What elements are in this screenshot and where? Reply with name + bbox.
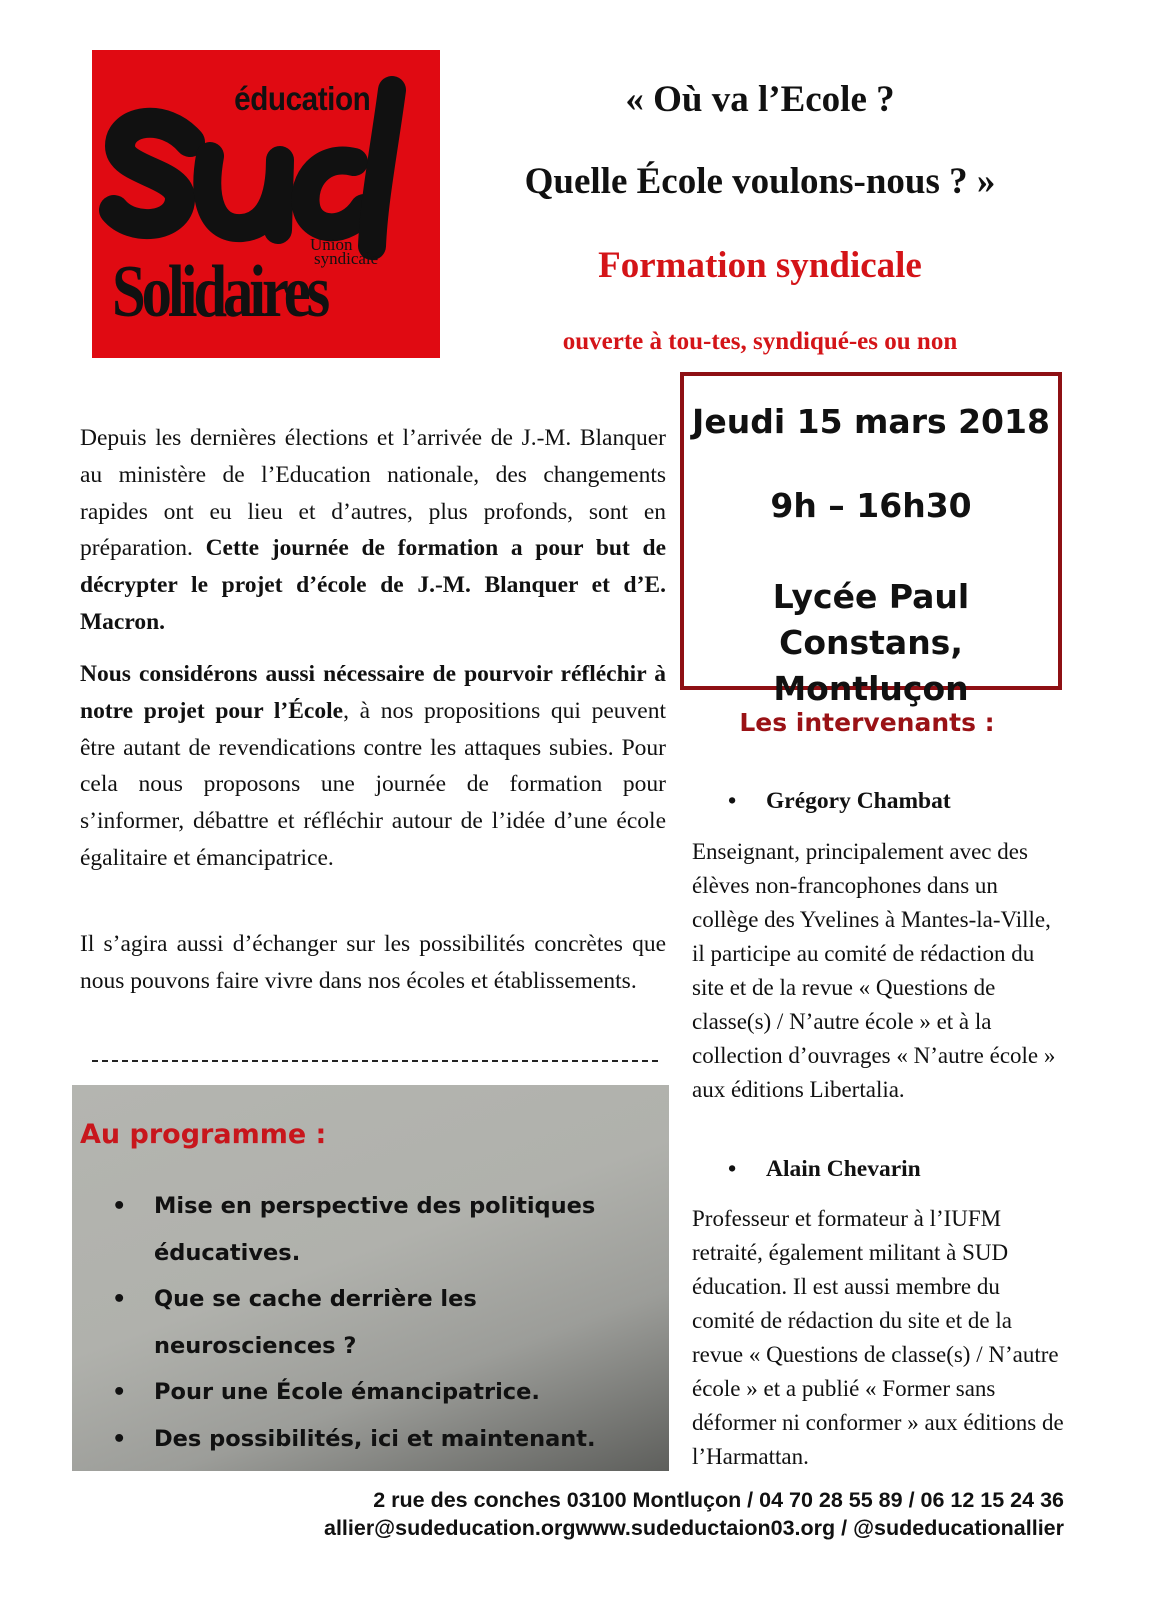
logo-education: éducation [233, 80, 370, 117]
intro-p1-bold: Cette journée de formation a pour but de décrypter le projet d’école de J.-M. Blanquer et d’E. Macron. [80, 535, 666, 635]
programme-list [112, 1183, 652, 1462]
speaker-bio-1: Enseignant, principalement avec des élèves non-francophones dans un collège des Yvelines à Mantes-la-Ville, il participe au comité de rédaction du site et de la revue « Questions de classe(s) / N’autre école » et à la collection d’ouvrages « N’autre école » aux éditions Libertalia. [692, 839, 1056, 1102]
speakers-heading: Les intervenants : [739, 708, 995, 737]
bullet-icon: • [728, 1156, 737, 1182]
event-place [684, 574, 1058, 712]
bullet-icon: • [112, 1286, 127, 1312]
title-line-2: Quelle École voulons-nous ? » [524, 161, 996, 202]
logo-syndicale: syndicale [314, 249, 379, 268]
event-time: 9h – 16h30 [770, 486, 972, 525]
list-item [112, 1369, 652, 1416]
bullet-icon: • [112, 1425, 127, 1452]
intro-paragraph-1 [80, 420, 666, 641]
event-details-box [680, 372, 1062, 708]
speaker-name-2 [728, 1156, 921, 1183]
list-item [112, 1183, 652, 1276]
speaker-name-text: Grégory Chambat [766, 788, 951, 814]
bullet-icon: • [112, 1193, 127, 1219]
programme-title: Au programme : [80, 1119, 327, 1150]
logo-union: Union [310, 235, 353, 254]
programme-item-label: Des possibilités, ici et maintenant. [154, 1425, 596, 1452]
speaker-bio-2: Professeur et formateur à l’IUFM retraité, également militant à SUD éducation. Il est aussi membre du comité de rédaction du site et de la revue « Questions de classe(s) / N’autre école » et a publié « Former sans déformer ni conformer » aux éditions de l’Harmattan. [692, 1206, 1064, 1469]
bullet-icon: • [728, 788, 737, 814]
intro-p2-bold: Nous considérons aussi nécessaire de pourvoir réfléchir à notre projet pour l’École [80, 661, 666, 724]
bullet-icon: • [112, 1379, 127, 1405]
subtitle: Formation syndicale [598, 245, 922, 286]
footer-contacts: allier@sudeducation.orgwww.sudeductaion03.org / @sudeducationallier [323, 1516, 1064, 1540]
intro-paragraph-3 [80, 926, 666, 1000]
intro-p1-text: Depuis les dernières élections et l’arrivée de J.-M. Blanquer au ministère de l’Education nationale, des changements rapides ont eu lieu et d’autres, plus profonds, sont en préparation. [80, 425, 666, 562]
list-item [112, 1416, 652, 1463]
speaker-name-text: Alain Chevarin [766, 1156, 921, 1182]
speaker-name-1 [728, 788, 951, 815]
title-line-1: « Où va l’Ecole ? [625, 79, 895, 120]
logo-solidaires: Solidaires [112, 251, 327, 333]
programme-item-label: Mise en perspective des politiques éducatives. [154, 1193, 596, 1266]
intro-p2-text: , à nos propositions qui peuvent être autant de revendications contre les attaques subies. Pour cela nous proposons une journée de formation pour s’informer, débattre et réfléchir autour de l’idée d’une école égalitaire et émancipatrice. [80, 697, 666, 871]
event-place-line-2: Montluçon [773, 669, 969, 708]
event-place-line-1: Lycée Paul Constans, [772, 577, 970, 662]
programme-item-label: Pour une École émancipatrice. [154, 1379, 540, 1405]
sud-education-logo [92, 50, 440, 358]
footer-address: 2 rue des conches 03100 Montluçon / 04 70 28 55 89 / 06 12 15 24 36 [373, 1488, 1064, 1512]
dashed-divider [92, 1060, 658, 1062]
programme-box [72, 1085, 669, 1471]
tagline: ouverte à tou-tes, syndiqué-es ou non [562, 328, 958, 355]
programme-item-label: Que se cache derrière les neurosciences ? [154, 1286, 477, 1359]
list-item [112, 1276, 652, 1369]
intro-p3-text: Il s’agira aussi d’échanger sur les possibilités concrètes que nous pouvons faire vivre dans nos écoles et établissements. [80, 931, 666, 994]
event-date: Jeudi 15 mars 2018 [692, 402, 1050, 441]
intro-paragraph-2 [80, 656, 666, 877]
